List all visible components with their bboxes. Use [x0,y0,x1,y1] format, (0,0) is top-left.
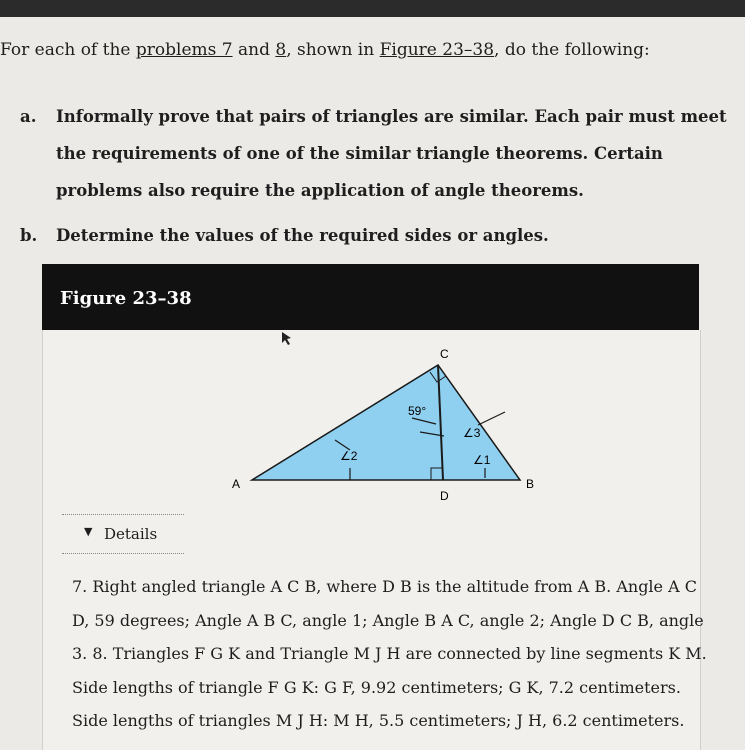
angle-2-label: ∠2 [340,449,358,463]
vertex-a-label: A [232,477,241,491]
details-label: Details [104,525,158,543]
figure-link[interactable]: Figure 23–38 [379,40,495,60]
intro-text-and: and [232,40,276,60]
problem-8-link[interactable]: 8 [275,40,287,60]
task-text: Informally prove that pairs of triangles are similar. Each pair must meet the requirements of one of the similar triangle theorems. Certain problems also require the application of angle theorems. [56,107,727,200]
vertex-b-label: B [526,477,535,491]
problems-7-link[interactable]: problems 7 [135,40,233,60]
figure-title: Figure 23–38 [60,288,192,309]
caret-down-icon: ▼ [84,525,93,538]
task-marker: b. [20,226,38,245]
figure-description: 7. Right angled triangle A C B, where D B is the altitude from A B. Angle A C D, 59 degrees; Angle A B C, angle 1; Angle B A C, angle 2; Angle D C B, angle 3. 8. Triangles F G K and Triangle M J H are connected by line segments K M. Side lengths of triangle F G K: G F, 9.92 centimeters; G K, 7.2 centimeters. Side lengths of triangles M J H: M H, 5.5 centimeters; J H, 6.2 centimeters. [72,577,707,730]
angle-3-pointer [478,412,505,425]
vertex-d-label: D [440,489,449,503]
details-toggle[interactable] [62,514,184,554]
angle-1-label: ∠1 [473,453,491,467]
angle-3-label: ∠3 [463,426,481,440]
task-marker: a. [20,107,37,126]
intro-text-after: , do the following: [494,40,650,60]
intro-text-middle: , shown in [286,40,380,60]
task-text: Determine the values of the required sides or angles. [56,226,549,245]
vertex-c-label: C [440,347,449,361]
intro-text-before: For each of the [0,40,136,60]
angle-59-label: 59° [408,404,427,418]
cursor-icon [282,332,291,345]
